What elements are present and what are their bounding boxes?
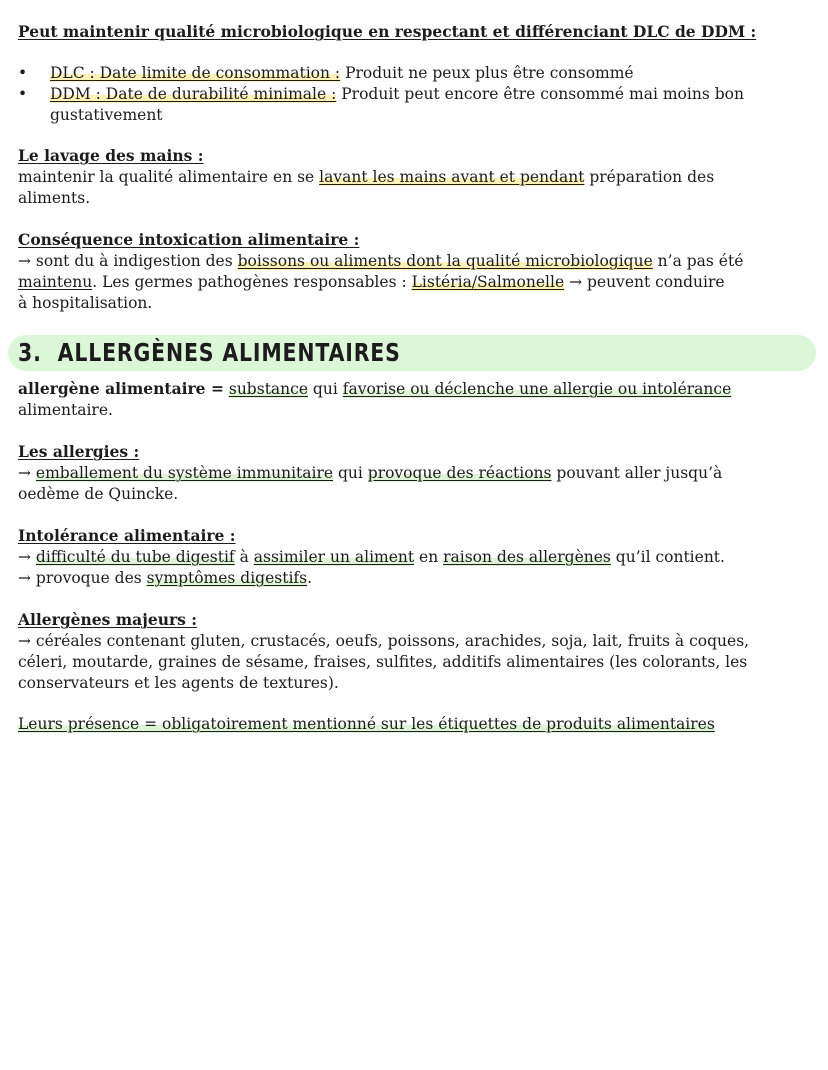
intolerance-highlight-4: symptômes digestifs — [146, 569, 308, 587]
section-3-title — [18, 336, 401, 370]
bullet-dot-icon: • — [18, 64, 28, 82]
definition-highlight-2: favorise ou déclenche une allergie ou intolérance — [342, 380, 732, 398]
intolerance-highlight-1: difficulté du tube digestif — [35, 548, 235, 566]
intox-highlight-1: boissons ou aliments dont la qualité microbiologique — [237, 252, 653, 270]
intolerance-highlight-2: assimiler un aliment — [253, 548, 415, 566]
allergies-highlight-1: emballement du système immunitaire — [35, 464, 334, 482]
section-number: 3. — [18, 338, 42, 367]
majors-heading: Allergènes majeurs : — [18, 610, 197, 629]
footer-highlight: Leurs présence = obligatoirement mentionné sur les étiquettes de produits alimentaires — [18, 715, 715, 733]
ddm-text-cont: gustativement — [50, 106, 163, 124]
intolerance-heading: Intolérance alimentaire : — [18, 526, 236, 545]
definition-line-2: alimentaire. — [18, 401, 113, 419]
hands-heading: Le lavage des mains : — [18, 146, 204, 165]
ddm-text: Produit peut encore être consommé mai moins bon — [336, 85, 744, 103]
dlc-term: DLC : Date limite de consommation : — [50, 64, 341, 82]
allergies-heading: Les allergies : — [18, 442, 140, 461]
dlc-text: Produit ne peux plus être consommé — [340, 64, 634, 82]
intox-line-2: maintenu. Les germes pathogènes responsables : Listéria/Salmonelle → peuvent conduire — [18, 273, 725, 291]
allergies-line-1: → emballement du système immunitaire qui provoque des réactions pouvant aller jusqu’à — [18, 464, 723, 482]
hands-highlight: lavant les mains avant et pendant — [319, 168, 585, 186]
definition-highlight-1: substance — [228, 380, 308, 398]
intolerance-line-2: → provoque des symptômes digestifs. — [18, 569, 313, 587]
bullet-dlc — [18, 63, 634, 83]
majors-line-1: → céréales contenant gluten, crustacés, oeufs, poissons, arachides, soja, lait, fruits à coques, — [18, 632, 750, 650]
majors-line-3: conservateurs et les agents de textures). — [18, 674, 339, 692]
section-title-text: ALLERGÈNES ALIMENTAIRES — [57, 338, 401, 367]
bullet-dot-icon: • — [18, 85, 28, 103]
intox-heading: Conséquence intoxication alimentaire : — [18, 230, 360, 249]
allergies-line-2: oedème de Quincke. — [18, 485, 179, 503]
intolerance-line-1: → difficulté du tube digestif à assimiler un aliment en raison des allergènes qu’il contient. — [18, 548, 725, 566]
majors-line-2: céleri, moutarde, graines de sésame, fraises, sulfites, additifs alimentaires (les colorants, les — [18, 653, 748, 671]
intox-line-3: à hospitalisation. — [18, 294, 153, 312]
allergies-highlight-2: provoque des réactions — [367, 464, 552, 482]
intox-highlight-2: maintenu — [18, 273, 93, 291]
ddm-heading: Peut maintenir qualité microbiologique en respectant et différenciant DLC de DDM : — [18, 22, 757, 41]
hands-line-2: aliments. — [18, 189, 91, 207]
intox-line-1: → sont du à indigestion des boissons ou aliments dont la qualité microbiologique n’a pas été — [18, 252, 744, 270]
intox-highlight-3: Listéria/Salmonelle — [411, 273, 565, 291]
hands-line-1: maintenir la qualité alimentaire en se lavant les mains avant et pendant préparation des — [18, 168, 715, 186]
definition-term: allergène alimentaire = — [18, 379, 224, 398]
ddm-term: DDM : Date de durabilité minimale : — [50, 85, 337, 103]
intolerance-highlight-3: raison des allergènes — [443, 548, 611, 566]
definition-line-1: allergène alimentaire = substance qui favorise ou déclenche une allergie ou intolérance — [18, 379, 732, 398]
bullet-ddm — [18, 84, 744, 104]
